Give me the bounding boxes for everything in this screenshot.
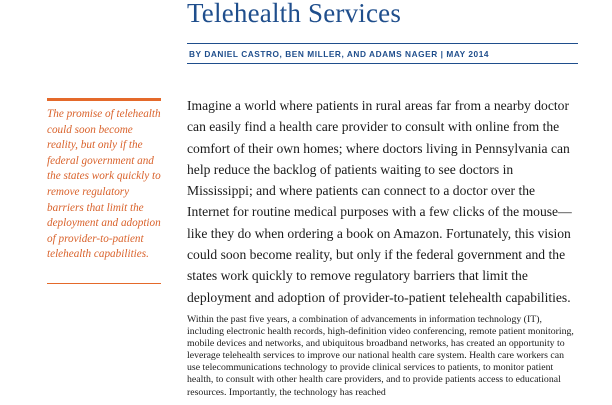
page-title: Telehealth Services	[187, 0, 402, 28]
title-rule-bottom	[187, 63, 578, 64]
pullquote-top-bar	[47, 98, 161, 101]
title-rule-top	[187, 43, 578, 44]
byline: BY DANIEL CASTRO, BEN MILLER, AND ADAMS NAGER | MAY 2014	[189, 49, 490, 59]
body-paragraph: Within the past five years, a combination of advancements in information technology (IT), including electronic health records, high-definition video conferencing, remote patient monitoring, mobile devices and networks, and ubiquitous broadband networks, has created an opportunity to leverage telehealth services to improve our national health care system. Health care workers can use telecommunications technology to provide clinical services to patients, to monitor patient health, to consult with other health care providers, and to provide patients access to educational resources. Importantly, the technology has reached	[187, 314, 574, 398]
pullquote-bottom-rule	[47, 283, 161, 284]
lead-paragraph: Imagine a world where patients in rural areas far from a nearby doctor can easily find a health care provider to consult with online from the comfort of their own homes; where doctors living in Pennsylvania can help reduce the backlog of patients waiting to see doctors in Mississippi; and where patients can connect to a doctor over the Internet for routine medical purposes with a few clicks of the mouse—like they do when ordering a book on Amazon. Fortunately, this vision could soon become reality, but only if the federal government and the states work quickly to remove regulatory barriers that limit the deployment and adoption of provider-to-patient telehealth capabilities.	[187, 98, 572, 305]
pullquote: The promise of telehealth could soon become reality, but only if the federal government and the states work quickly to remove regulatory barriers that limit the deployment and adoption of provider-to-patient telehealth capabilities.	[47, 108, 161, 261]
